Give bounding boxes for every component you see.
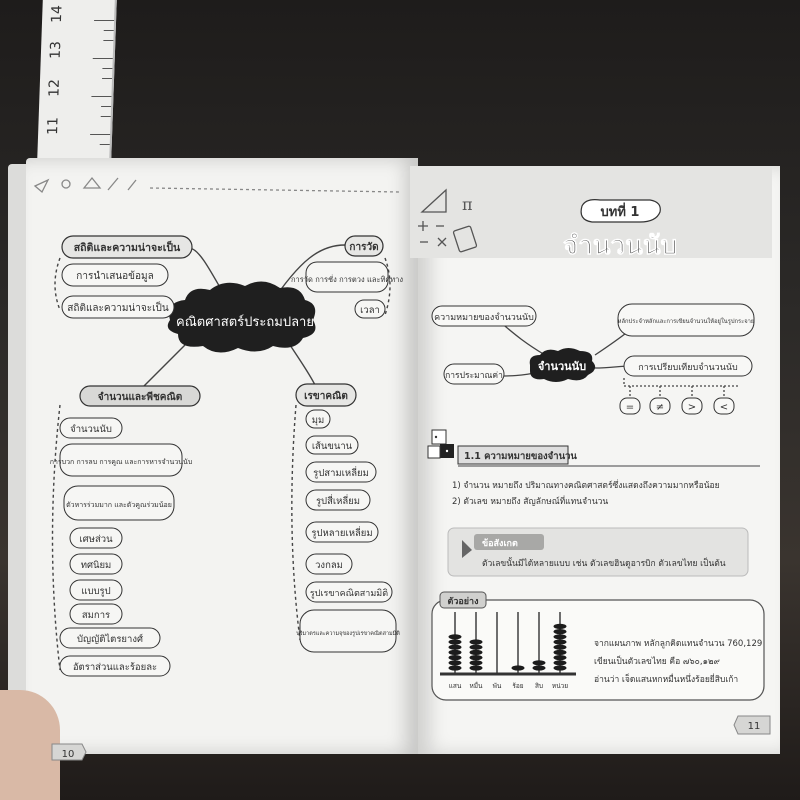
abacus-bead bbox=[449, 650, 462, 655]
mindmap-center-label: จำนวนนับ bbox=[537, 360, 587, 373]
symbol-not-equal: ≠ bbox=[655, 402, 665, 413]
abacus-bead bbox=[554, 645, 567, 650]
abacus-bead bbox=[449, 634, 462, 639]
branch-item: สมการ bbox=[81, 610, 111, 621]
branch-item: มุม bbox=[311, 415, 325, 426]
branch-item: อัตราส่วนและร้อยละ bbox=[72, 662, 158, 673]
note-text: ตัวเลขนั้นมีได้หลายแบบ เช่น ตัวเลขฮินดูอารบิก ตัวเลขไทย เป็นต้น bbox=[482, 559, 726, 569]
abacus-bead bbox=[554, 655, 567, 660]
branch-item: ตัวหารร่วมมาก และตัวคูณร่วมน้อย bbox=[66, 501, 172, 509]
abacus-label: หมื่น bbox=[469, 682, 483, 690]
example-title: ตัวอย่าง bbox=[447, 597, 479, 607]
note-title: ข้อสังเกต bbox=[482, 539, 518, 549]
left-header-icons bbox=[35, 178, 400, 192]
branch-item: การนำเสนอข้อมูล bbox=[76, 271, 154, 282]
branch-item: แบบรูป bbox=[81, 586, 111, 597]
ruler-number: 14 bbox=[48, 5, 66, 23]
branch-item: รูปสี่เหลี่ยม bbox=[315, 496, 361, 507]
right-header bbox=[410, 166, 772, 261]
abacus-bead bbox=[449, 665, 462, 670]
symbol-greater: > bbox=[687, 402, 697, 413]
central-topic bbox=[168, 281, 316, 352]
mindmap-node: หลักประจำหลักและการเขียนจำนวนให้อยู่ในรูปกระจาย bbox=[617, 319, 755, 325]
branch-geometry bbox=[296, 384, 400, 652]
chapter-number-label: บทที่ 1 bbox=[600, 205, 640, 220]
abacus-bead bbox=[533, 665, 546, 670]
abacus-label: พัน bbox=[492, 682, 502, 690]
branch-item: การบวก การลบ การคูณ และการหารจำนวนนับ bbox=[49, 458, 193, 466]
branch-item: การวัด การชั่ง การตวง และทิศทาง bbox=[290, 275, 404, 284]
abacus-bead bbox=[470, 665, 483, 670]
branch-item: สถิติและความน่าจะเป็น bbox=[67, 303, 169, 314]
abacus-bead bbox=[470, 655, 483, 660]
chapter-label bbox=[581, 200, 660, 222]
abacus-bead bbox=[449, 645, 462, 650]
note-box bbox=[448, 528, 748, 576]
example-line: เขียนเป็นตัวเลขไทย คือ ๗๖๐,๑๒๙ bbox=[594, 657, 720, 667]
branch-item: รูปเรขาคณิตสามมิติ bbox=[309, 589, 389, 599]
example-line: อ่านว่า เจ็ดแสนหกหมื่นหนึ่งร้อยยี่สิบเก้า bbox=[594, 675, 739, 685]
chapter-title: จำนวนนับ bbox=[562, 231, 678, 261]
branch-item: เส้นขนาน bbox=[311, 441, 353, 452]
abacus-bead bbox=[554, 650, 567, 655]
branch-item: ปริมาตรและความจุของรูปเรขาคณิตสามมิติ bbox=[296, 631, 400, 637]
abacus-bead bbox=[470, 639, 483, 644]
branch-item: วงกลม bbox=[315, 560, 343, 571]
abacus-bead bbox=[449, 639, 462, 644]
branch-item: เวลา bbox=[360, 305, 380, 316]
branch-item: จำนวนนับ bbox=[70, 424, 112, 435]
abacus-bead bbox=[554, 639, 567, 644]
branch-item: ทศนิยม bbox=[80, 560, 112, 571]
symbol-equals: = bbox=[625, 402, 635, 413]
abacus-bead bbox=[470, 660, 483, 665]
abacus-label: สิบ bbox=[534, 682, 544, 690]
abacus-bead bbox=[449, 655, 462, 660]
example-line: จากแผนภาพ หลักลูกคิดแทนจำนวน 760,129 bbox=[594, 639, 763, 649]
abacus-label: หน่วย bbox=[551, 682, 569, 690]
ruler-number: 11 bbox=[44, 117, 62, 135]
left-page-number bbox=[52, 744, 86, 760]
abacus-bead bbox=[533, 660, 546, 665]
branch-title: จำนวนและพีชคณิต bbox=[97, 392, 183, 403]
abacus-label: ร้อย bbox=[512, 682, 524, 690]
symbol-less: < bbox=[719, 402, 729, 413]
central-topic-label: คณิตศาสตร์ประถมปลาย bbox=[176, 315, 314, 330]
mindmap-node: การเปรียบเทียบจำนวนนับ bbox=[638, 363, 738, 373]
section-title: 1.1 ความหมายของจำนวน bbox=[464, 451, 577, 462]
branch-item: รูปหลายเหลี่ยม bbox=[311, 528, 373, 539]
definition-line: 2) ตัวเลข หมายถึง สัญลักษณ์ที่แทนจำนวน bbox=[452, 497, 609, 507]
abacus-bead bbox=[554, 634, 567, 639]
definition-line: 1) จำนวน หมายถึง ปริมาณทางคณิตศาสตร์ซึ่งแสดงถึงความมากหรือน้อย bbox=[452, 481, 720, 491]
branch-numbers-algebra bbox=[50, 386, 200, 676]
right-page-number bbox=[734, 716, 770, 734]
branch-item: รูปสามเหลี่ยม bbox=[313, 468, 369, 479]
abacus-bead bbox=[449, 660, 462, 665]
dice-icon bbox=[428, 430, 454, 458]
example-box bbox=[432, 592, 764, 700]
page-number: 11 bbox=[747, 721, 761, 732]
branch-title: การวัด bbox=[349, 242, 379, 253]
abacus-bead bbox=[554, 629, 567, 634]
branch-title: สถิติและความน่าจะเป็น bbox=[73, 242, 181, 254]
ruler-number: 13 bbox=[47, 41, 65, 59]
mindmap-node: ความหมายของจำนวนนับ bbox=[434, 313, 534, 323]
abacus-bead bbox=[554, 665, 567, 670]
section-1-1 bbox=[428, 430, 760, 507]
page-number: 10 bbox=[61, 749, 75, 760]
abacus-bead bbox=[470, 645, 483, 650]
abacus-bead bbox=[554, 624, 567, 629]
branch-item: เศษส่วน bbox=[79, 534, 113, 545]
branch-statistics bbox=[62, 236, 192, 318]
branch-title: เรขาคณิต bbox=[304, 391, 348, 402]
svg-text:π: π bbox=[462, 195, 473, 214]
mindmap-node: การประมาณค่า bbox=[445, 371, 503, 381]
branch-item: บัญญัติไตรยางศ์ bbox=[76, 634, 144, 645]
right-mindmap bbox=[432, 304, 754, 414]
ruler-number: 12 bbox=[46, 79, 63, 97]
abacus-label: แสน bbox=[448, 682, 462, 690]
abacus-bead bbox=[512, 665, 525, 670]
abacus-bead bbox=[470, 650, 483, 655]
abacus-bead bbox=[554, 660, 567, 665]
